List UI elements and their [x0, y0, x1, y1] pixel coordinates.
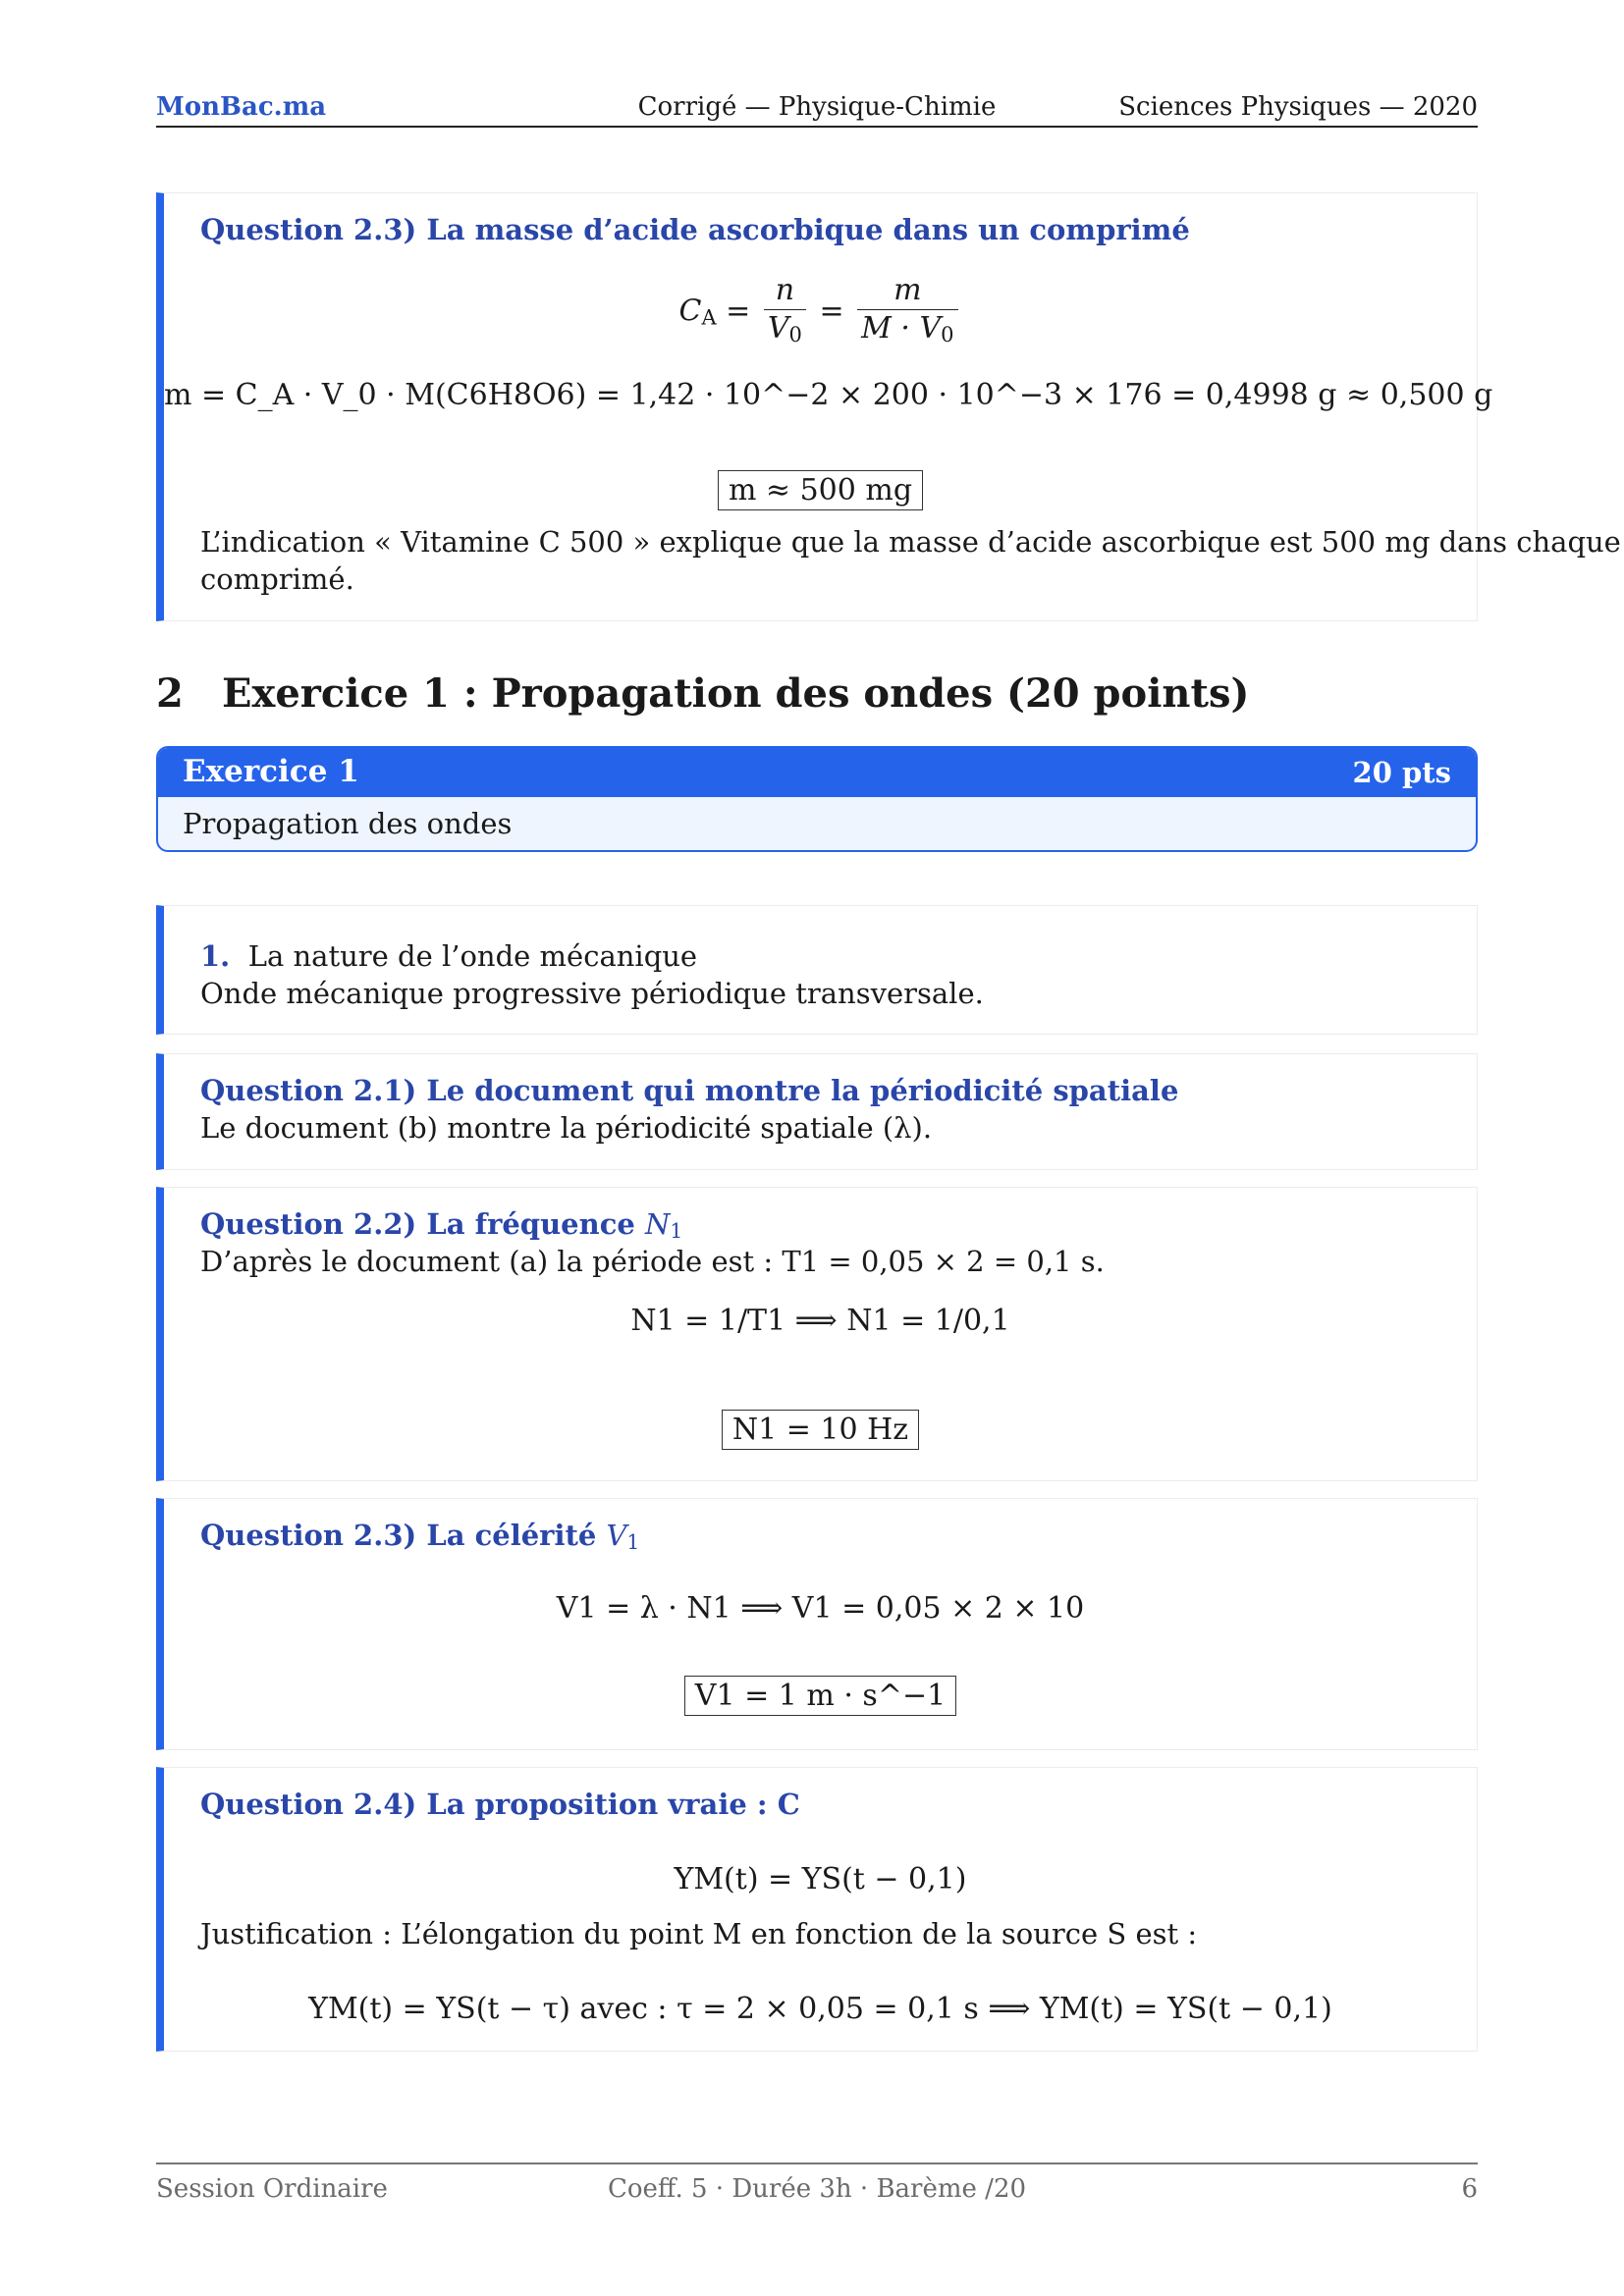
question-title: Question 2.1) Le document qui montre la périodicité spatiale [200, 1074, 1179, 1107]
frac-den-sub: 0 [788, 323, 802, 347]
justification-text: Justification : L’élongation du point M en fonction de la source S est : [200, 1917, 1198, 1950]
title-variable-sub: 1 [670, 1219, 683, 1243]
exercise-banner [156, 746, 1478, 852]
frac-den: V [767, 311, 789, 346]
question-title: Question 2.3) La masse d’acide ascorbique dans un comprimé [200, 213, 1190, 246]
page-number: 6 [1461, 2174, 1478, 2204]
title-variable: N [644, 1207, 671, 1241]
frac-num: m [893, 273, 922, 307]
boxed-result: m ≈ 500 mg [718, 470, 923, 510]
question-title: Question 2.4) La proposition vraie : C [200, 1788, 800, 1821]
question-label: La nature de l’onde mécanique [247, 939, 698, 973]
footer-session: Session Ordinaire [156, 2174, 388, 2204]
question-1-label [200, 939, 697, 973]
delay-equation: YM(t) = YS(t − τ) avec : τ = 2 × 0,05 = 0,1 s ⟹ YM(t) = YS(t − 0,1) [308, 1992, 1332, 2026]
page-footer [156, 2163, 1478, 2204]
page-header [156, 90, 1478, 128]
eq-sub-a: A [701, 305, 717, 330]
question-number: 1. [200, 939, 231, 973]
question-title [200, 1519, 639, 1554]
frequency-equation: N1 = 1/T1 ⟹ N1 = 1/0,1 [630, 1304, 1010, 1338]
fraction-n-over-v0 [764, 272, 806, 353]
section-title: Exercice 1 : Propagation des ondes (20 points) [222, 670, 1250, 717]
question-box-1 [156, 905, 1478, 1035]
boxed-result: N1 = 10 Hz [722, 1410, 919, 1450]
fraction-m-over-mv0 [857, 272, 957, 353]
eq-var-c: C [678, 294, 702, 329]
brand-link[interactable]: MonBac.ma [156, 92, 327, 122]
period-text: D’après le document (a) la période est : T1 = 0,05 × 2 = 0,1 s. [200, 1245, 1105, 1278]
elongation-equation: YM(t) = YS(t − 0,1) [674, 1862, 967, 1896]
frac-den-sub: 0 [941, 323, 954, 347]
header-subject-year: Sciences Physiques — 2020 [1118, 92, 1478, 122]
question-box-2-3-mass [156, 192, 1621, 621]
question-title [200, 1207, 682, 1243]
explanation-line-2: comprimé. [200, 562, 354, 596]
question-box-2-2 [156, 1187, 1478, 1481]
frac-num: n [775, 273, 795, 307]
footer-info: Coeff. 5 · Durée 3h · Barème /20 [607, 2174, 1027, 2204]
frac-den: M · V [861, 311, 942, 346]
question-box-2-4 [156, 1767, 1478, 2052]
question-1-answer: Onde mécanique progressive périodique transversale. [200, 977, 984, 1010]
header-title: Corrigé — Physique-Chimie [637, 92, 997, 122]
equation-concentration: $C_A$ = $\frac{n}{V_0}$ = $\frac{m}{M \cdot V_0}$ [164, 272, 1477, 353]
question-title-text: Question 2.2) La fréquence [200, 1207, 635, 1241]
exercise-subtitle: Propagation des ondes [183, 807, 513, 840]
title-variable: V [606, 1519, 627, 1552]
question-title-text: Question 2.3) La célérité [200, 1519, 597, 1552]
equation-mass: m = C_A · V_0 · M(C6H8O6) = 1,42 · 10^−2 × 200 · 10^−3 × 176 = 0,4998 g ≈ 0,500 g [164, 378, 1493, 412]
exercise-title: Exercice 1 [183, 754, 359, 789]
exercise-points: 20 pts [1352, 756, 1451, 789]
title-variable-sub: 1 [626, 1530, 640, 1554]
question-box-2-1 [156, 1053, 1478, 1170]
boxed-result-wrap [164, 470, 1477, 510]
question-answer: Le document (b) montre la périodicité spatiale (λ). [200, 1111, 933, 1145]
boxed-result-wrap [164, 1410, 1477, 1450]
exercise-banner-bar [158, 748, 1476, 797]
section-number: 2 [156, 670, 184, 717]
boxed-result: V1 = 1 m · s^−1 [684, 1676, 956, 1716]
question-box-2-3-celerity [156, 1498, 1478, 1750]
boxed-result-wrap [164, 1676, 1477, 1716]
celerity-equation: V1 = λ · N1 ⟹ V1 = 0,05 × 2 × 10 [556, 1591, 1085, 1626]
explanation-line-1: L’indication « Vitamine C 500 » explique que la masse d’acide ascorbique est 500 mg dans chaque [200, 525, 1621, 559]
section-heading [156, 670, 1249, 717]
